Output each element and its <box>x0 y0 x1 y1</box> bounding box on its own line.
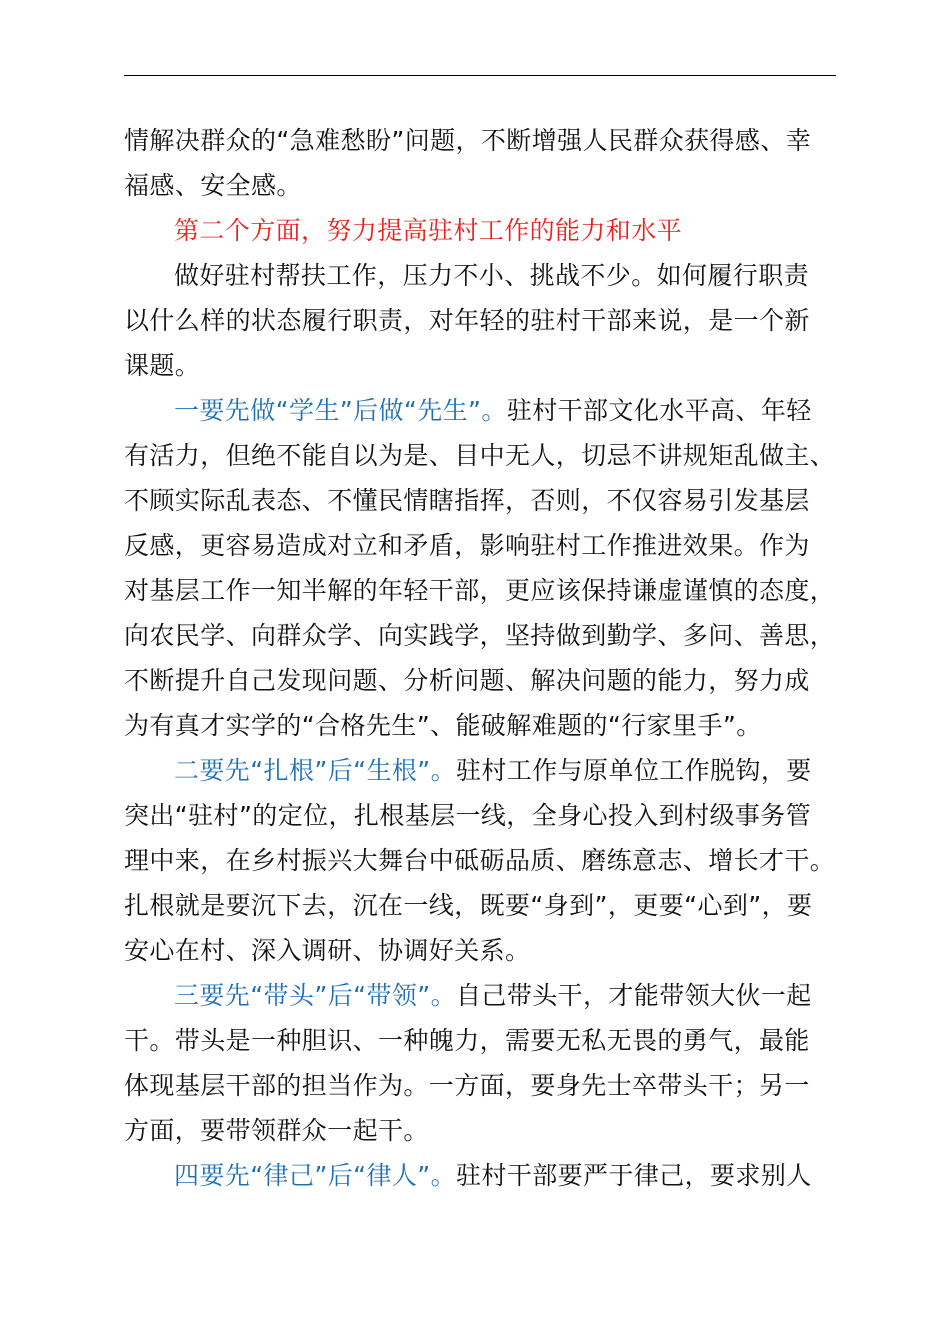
text-line: 为有真才实学的“合格先生”、能破解难题的“行家里手”。 <box>124 711 762 740</box>
text-line: 不断提升自己发现问题、分析问题、解决问题的能力，努力成 <box>124 666 810 695</box>
text-line: 理中来，在乡村振兴大舞台中砥砺品质、磨练意志、增长才干。 <box>124 846 836 875</box>
text-line: 干。带头是一种胆识、一种魄力，需要无私无畏的勇气，最能 <box>124 1026 810 1055</box>
point-text-4: 驻村干部要严于律己，要求别人 <box>456 1161 812 1190</box>
paragraph-start <box>124 973 860 1018</box>
point-text-2: 驻村工作与原单位工作脱钩，要 <box>456 756 812 785</box>
document-body <box>124 118 860 1198</box>
point-lead-3: 三要先“带头”后“带领”。 <box>174 981 457 1010</box>
point-text-3: 自己带头干，才能带领大伙一起 <box>456 981 812 1010</box>
text-line: 情解决群众的“急难愁盼”问题，不断增强人民群众获得感、幸 <box>124 126 812 155</box>
paragraph-start <box>124 1153 860 1198</box>
paragraph-start <box>124 748 860 793</box>
text-line: 对基层工作一知半解的年轻干部，更应该保持谦虚谨慎的态度， <box>124 576 836 605</box>
point-text-1: 驻村干部文化水平高、年轻 <box>506 396 812 425</box>
section-heading: 第二个方面，努力提高驻村工作的能力和水平 <box>174 216 683 245</box>
point-lead-2: 二要先“扎根”后“生根”。 <box>174 756 457 785</box>
text-line: 不顾实际乱表态、不懂民情瞎指挥，否则，不仅容易引发基层 <box>124 486 810 515</box>
text-line: 向农民学、向群众学、向实践学，坚持做到勤学、多问、善思， <box>124 621 836 650</box>
paragraph-start: 做好驻村帮扶工作，压力不小、挑战不少。如何履行职责 <box>174 261 810 290</box>
paragraph-start <box>124 388 860 433</box>
text-line: 反感，更容易造成对立和矛盾，影响驻村工作推进效果。作为 <box>124 531 810 560</box>
text-line: 扎根就是要沉下去，沉在一线，既要“身到”，更要“心到”，要 <box>124 891 813 920</box>
text-line: 课题。 <box>124 351 201 380</box>
header-rule <box>124 75 836 76</box>
point-lead-1: 一要先做“学生”后做“先生”。 <box>174 396 507 425</box>
point-lead-4: 四要先“律己”后“律人”。 <box>174 1161 457 1190</box>
text-line: 安心在村、深入调研、协调好关系。 <box>124 936 531 965</box>
text-line: 方面，要带领群众一起干。 <box>124 1116 429 1145</box>
text-line: 有活力，但绝不能自以为是、目中无人，切忌不讲规矩乱做主、 <box>124 441 836 470</box>
text-line: 体现基层干部的担当作为。一方面，要身先士卒带头干；另一 <box>124 1071 810 1100</box>
text-line: 以什么样的状态履行职责，对年轻的驻村干部来说，是一个新 <box>124 306 810 335</box>
text-line: 福感、安全感。 <box>124 171 302 200</box>
text-line: 突出“驻村”的定位，扎根基层一线，全身心投入到村级事务管 <box>124 801 812 830</box>
